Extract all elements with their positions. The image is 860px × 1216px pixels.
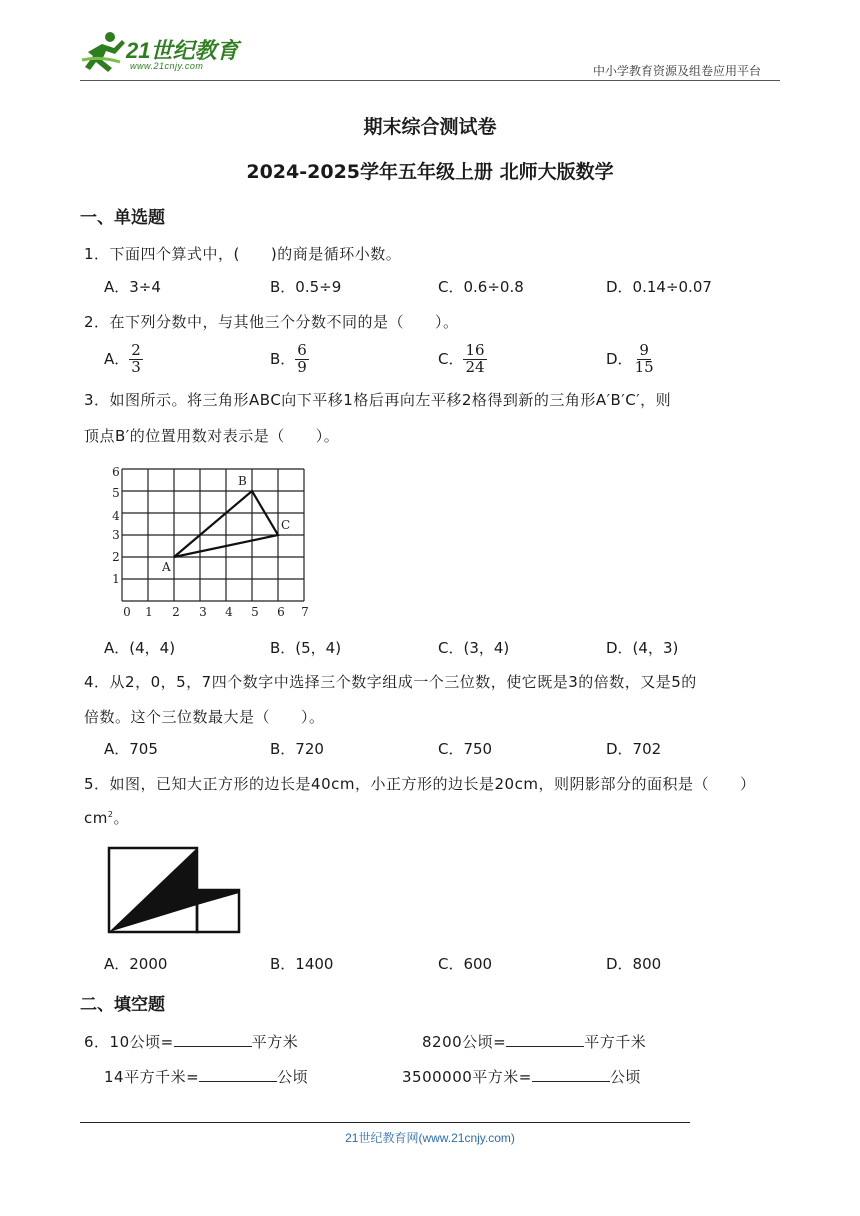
x-tick: 6 bbox=[277, 605, 285, 619]
x-axis-ticks bbox=[123, 605, 309, 619]
x-tick: 4 bbox=[225, 605, 233, 619]
question-5-stem-line-1: 5．如图，已知大正方形的边长是40cm，小正方形的边长是20cm，则阴影部分的面积是（ ） bbox=[84, 775, 756, 793]
question-6-row-1-right bbox=[422, 1031, 646, 1052]
question-3-option-d[interactable]: D．(4，3) bbox=[606, 639, 679, 657]
footer-link[interactable]: 21世纪教育网(www.21cnjy.com) bbox=[345, 1131, 515, 1145]
shaded-region bbox=[109, 848, 239, 932]
question-1-option-d[interactable]: D．0.14÷0.07 bbox=[606, 278, 712, 296]
logo-main-text: 21世纪教育 bbox=[126, 38, 239, 63]
question-3-stem-line-2: 顶点B′的位置用数对表示是（ ）。 bbox=[84, 427, 340, 445]
question-3-grid-figure bbox=[106, 463, 316, 623]
fraction-denominator: 3 bbox=[131, 357, 141, 376]
fraction-numerator: 9 bbox=[639, 341, 649, 359]
unit-text: 公顷 bbox=[277, 1068, 309, 1086]
question-6-row-1-left bbox=[84, 1031, 298, 1052]
question-2-option-d[interactable] bbox=[606, 343, 656, 376]
page-title: 期末综合测试卷 bbox=[363, 116, 497, 138]
x-tick: 3 bbox=[199, 605, 207, 619]
page-subtitle: 2024-2025学年五年级上册 北师大版数学 bbox=[246, 161, 614, 183]
prompt-text: 6．10公顷= bbox=[84, 1033, 174, 1051]
answer-blank[interactable] bbox=[506, 1031, 584, 1047]
question-4-option-c[interactable]: C．750 bbox=[438, 740, 493, 758]
question-5-squares-figure bbox=[106, 845, 246, 935]
fraction-denominator: 9 bbox=[297, 357, 307, 376]
section-heading-single-choice: 一、单选题 bbox=[80, 208, 165, 228]
fraction bbox=[633, 343, 656, 376]
question-3-option-b[interactable]: B．(5，4) bbox=[270, 639, 342, 657]
y-tick: 1 bbox=[112, 572, 120, 586]
question-4-stem-line-2: 倍数。这个三位数最大是（ ）。 bbox=[84, 708, 325, 726]
unit-text: 平方千米 bbox=[584, 1033, 647, 1051]
fraction-numerator: 2 bbox=[131, 341, 141, 359]
unit-text: 公顷 bbox=[609, 1068, 641, 1086]
unit-text: 平方米 bbox=[251, 1033, 299, 1051]
x-tick: 2 bbox=[172, 605, 180, 619]
x-tick: 0 bbox=[123, 605, 131, 619]
logo-url-text: www.21cnjy.com bbox=[130, 61, 204, 71]
vertex-label-b: B bbox=[238, 474, 247, 488]
question-5-option-d[interactable]: D．800 bbox=[606, 955, 662, 973]
answer-blank[interactable] bbox=[174, 1031, 252, 1047]
prompt-text: 14平方千米= bbox=[104, 1068, 200, 1086]
site-logo bbox=[80, 30, 255, 78]
question-2-stem: 2．在下列分数中，与其他三个分数不同的是（ ）。 bbox=[84, 313, 459, 331]
question-4-option-b[interactable]: B．720 bbox=[270, 740, 324, 758]
runner-logo-icon bbox=[80, 30, 128, 74]
option-letter: A． bbox=[104, 349, 130, 368]
y-tick: 4 bbox=[112, 509, 120, 523]
fraction-denominator: 15 bbox=[634, 357, 654, 376]
vertex-label-c: C bbox=[281, 518, 291, 532]
option-letter: B． bbox=[270, 349, 296, 368]
option-letter: D． bbox=[606, 349, 633, 368]
unit-cm: cm bbox=[84, 809, 108, 827]
x-tick: 1 bbox=[145, 605, 153, 619]
question-4-option-d[interactable]: D．702 bbox=[606, 740, 662, 758]
stem-end-punctuation: 。 bbox=[113, 809, 129, 827]
question-4-option-a[interactable]: A．705 bbox=[104, 740, 158, 758]
y-tick: 3 bbox=[112, 528, 120, 542]
question-1-option-c[interactable]: C．0.6÷0.8 bbox=[438, 278, 524, 296]
prompt-text: 8200公顷= bbox=[422, 1033, 507, 1051]
question-1-stem: 1．下面四个算式中，( )的商是循环小数。 bbox=[84, 245, 402, 263]
y-tick: 5 bbox=[112, 486, 120, 500]
answer-blank[interactable] bbox=[532, 1066, 610, 1082]
fraction bbox=[295, 343, 309, 376]
question-2-option-b[interactable] bbox=[270, 343, 309, 376]
fraction-denominator: 24 bbox=[465, 357, 485, 376]
section-heading-fill-in: 二、填空题 bbox=[80, 995, 165, 1015]
footer-divider bbox=[80, 1122, 690, 1123]
y-axis-ticks bbox=[112, 465, 120, 586]
question-5-option-c[interactable]: C．600 bbox=[438, 955, 493, 973]
x-tick: 5 bbox=[251, 605, 259, 619]
answer-blank[interactable] bbox=[199, 1066, 277, 1082]
question-5-stem-line-2 bbox=[84, 807, 129, 828]
header-platform-text: 中小学教育资源及组卷应用平台 bbox=[593, 64, 762, 78]
question-1-option-a[interactable]: A．3÷4 bbox=[104, 278, 161, 296]
fraction bbox=[463, 343, 486, 376]
question-3-stem-line-1: 3．如图所示。将三角形ABC向下平移1格后再向左平移2格得到新的三角形A′B′C′，则 bbox=[84, 391, 672, 409]
question-6-row-2-right bbox=[402, 1066, 641, 1087]
unit-superscript: 2 bbox=[107, 810, 114, 819]
fraction-numerator: 6 bbox=[297, 341, 307, 359]
question-2-option-c[interactable] bbox=[438, 343, 487, 376]
prompt-text: 3500000平方米= bbox=[402, 1068, 532, 1086]
question-5-option-b[interactable]: B．1400 bbox=[270, 955, 334, 973]
x-tick: 7 bbox=[301, 605, 309, 619]
question-4-stem-line-1: 4．从2，0，5，7四个数字中选择三个数字组成一个三位数，使它既是3的倍数，又是5的 bbox=[84, 673, 697, 691]
question-3-option-c[interactable]: C．(3，4) bbox=[438, 639, 510, 657]
fraction bbox=[129, 343, 143, 376]
question-1-option-b[interactable]: B．0.5÷9 bbox=[270, 278, 342, 296]
option-letter: C． bbox=[438, 349, 464, 368]
question-5-option-a[interactable]: A．2000 bbox=[104, 955, 168, 973]
header-divider bbox=[80, 80, 780, 81]
vertex-label-a: A bbox=[162, 560, 171, 574]
y-tick: 6 bbox=[112, 465, 120, 479]
question-6-row-2-left bbox=[104, 1066, 308, 1087]
question-2-option-a[interactable] bbox=[104, 343, 143, 376]
y-tick: 2 bbox=[112, 550, 120, 564]
fraction-numerator: 16 bbox=[465, 341, 485, 359]
question-3-option-a[interactable]: A．(4，4) bbox=[104, 639, 176, 657]
